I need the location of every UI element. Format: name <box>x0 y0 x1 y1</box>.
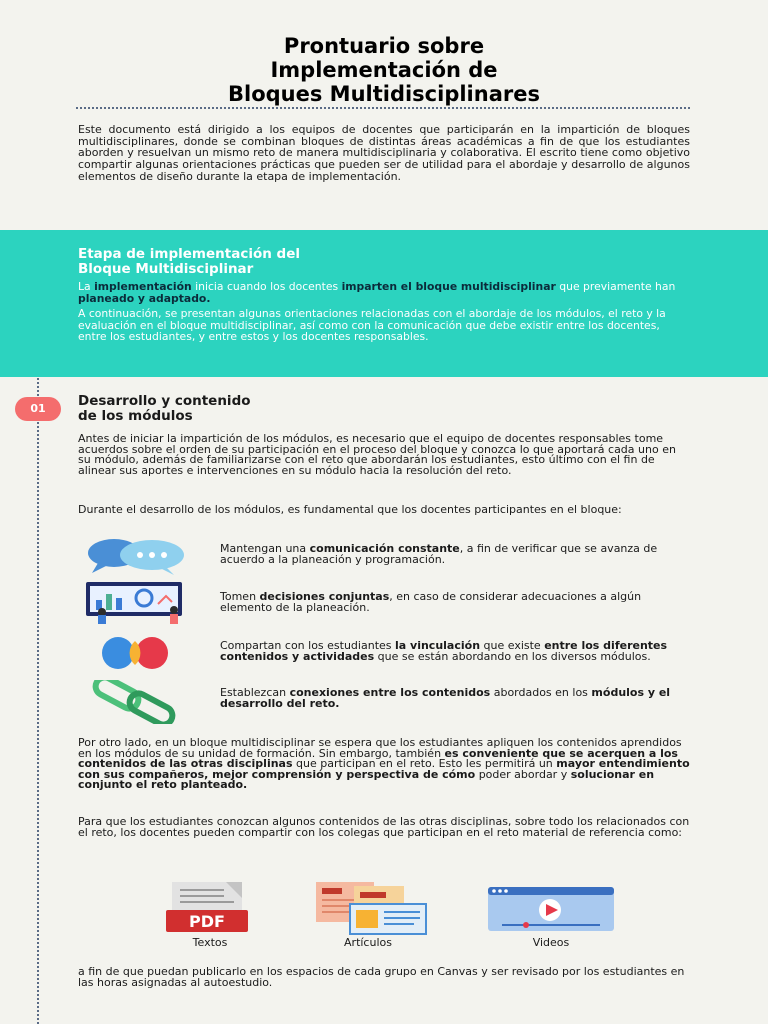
resource-label-texts: Textos <box>192 936 228 949</box>
timeline-line <box>37 378 39 1024</box>
list-item: Tomen decisiones conjuntas, en caso de considerar adecuaciones a algún elemento de la planeación. <box>220 590 642 614</box>
document-title <box>0 34 768 106</box>
list-item: Mantengan una comunicación constante, a fin de verificar que se avanza de acuerdo a la planeación y programación. <box>220 542 658 566</box>
banner-paragraph: A continuación, se presentan algunas orientaciones relacionadas con el abordaje de los módulos, el reto y la evaluación en el bloque multidisciplinar, así como con la comunicación que debe existir entre los docentes, entre los estudiantes, y entre estos y los docentes responsables. <box>78 307 666 343</box>
section-paragraph: Antes de iniciar la impartición de los módulos, es necesario que el equipo de docentes responsables tome acuerdos sobre el orden de su participación en el proceso del bloque y conozca lo que aportará cada uno en su módulo, además de familiarizarse con el reto que abordarán los estudiantes, esto último con el fin de alinear sus aportes e intervenciones en su módulo hacia la resolución del reto. <box>78 432 676 477</box>
pdf-label: PDF <box>189 912 225 931</box>
articles-icon <box>314 880 428 936</box>
list-item: Establezcan conexiones entre los contenidos abordados en los módulos y el desarrollo del reto. <box>220 686 671 710</box>
title-line: Implementación de <box>270 58 498 82</box>
section-paragraph: Por otro lado, en un bloque multidisciplinar se espera que los estudiantes apliquen los contenidos aprendidos en los módulos de su unidad de formación. Sin embargo, también es conveniente que se acerquen a los contenidos de las otras disciplinas que participan en el reto. Esto les permitirá un mayor entendimiento con sus compañeros, mejor comprensión y perspectiva de cómo poder abordar y solucionar en conjunto el reto planteado. <box>78 736 690 792</box>
implementation-banner <box>0 230 768 377</box>
resource-label-articles: Artículos <box>344 936 392 949</box>
venn-circles-icon <box>86 636 186 670</box>
chain-link-icon <box>90 680 180 724</box>
team-presentation-icon <box>84 580 186 626</box>
title-line: Bloques Multidisciplinares <box>228 82 540 106</box>
section-number-badge: 01 <box>15 397 61 421</box>
list-item: Compartan con los estudiantes la vinculación que existe entre los diferentes contenidos y actividades que se están abordando en los diversos módulos. <box>220 639 668 663</box>
resource-label-videos: Videos <box>532 936 570 949</box>
title-line: Prontuario sobre <box>283 34 485 58</box>
section-title: Desarrollo y contenido de los módulos <box>78 393 251 424</box>
video-player-icon <box>486 885 616 933</box>
banner-title: Etapa de implementación del Bloque Multidisciplinar <box>78 246 300 277</box>
pdf-icon <box>164 880 250 934</box>
banner-paragraph: La implementación inicia cuando los docentes imparten el bloque multidisciplinar que previamente han planeado y adaptado. <box>78 280 676 305</box>
section-paragraph: Durante el desarrollo de los módulos, es fundamental que los docentes participantes en el bloque: <box>78 503 622 516</box>
chat-bubbles-icon <box>84 537 186 575</box>
divider <box>76 107 690 109</box>
closing-paragraph: a fin de que puedan publicarlo en los espacios de cada grupo en Canvas y ser revisado por los estudiantes en las horas asignadas al autoestudio. <box>78 965 685 989</box>
section-paragraph: Para que los estudiantes conozcan algunos contenidos de las otras disciplinas, sobre todo los relacionados con el reto, los docentes pueden compartir con los colegas que participan en el reto material de referencia como: <box>78 815 690 839</box>
intro-paragraph: Este documento está dirigido a los equipos de docentes que participarán en la impartición de bloques multidisciplinares, donde se combinan bloques de distintas áreas académicas a fin de que los estudiantes aborden y resuelvan un mismo reto de manera multidisciplinaria y colaborativa. El escrito tiene como objetivo compartir algunas orientaciones prácticas que pueden ser de utilidad para el abordaje y desarrollo de algunos elementos de diseño durante la etapa de implementación. <box>78 123 690 183</box>
